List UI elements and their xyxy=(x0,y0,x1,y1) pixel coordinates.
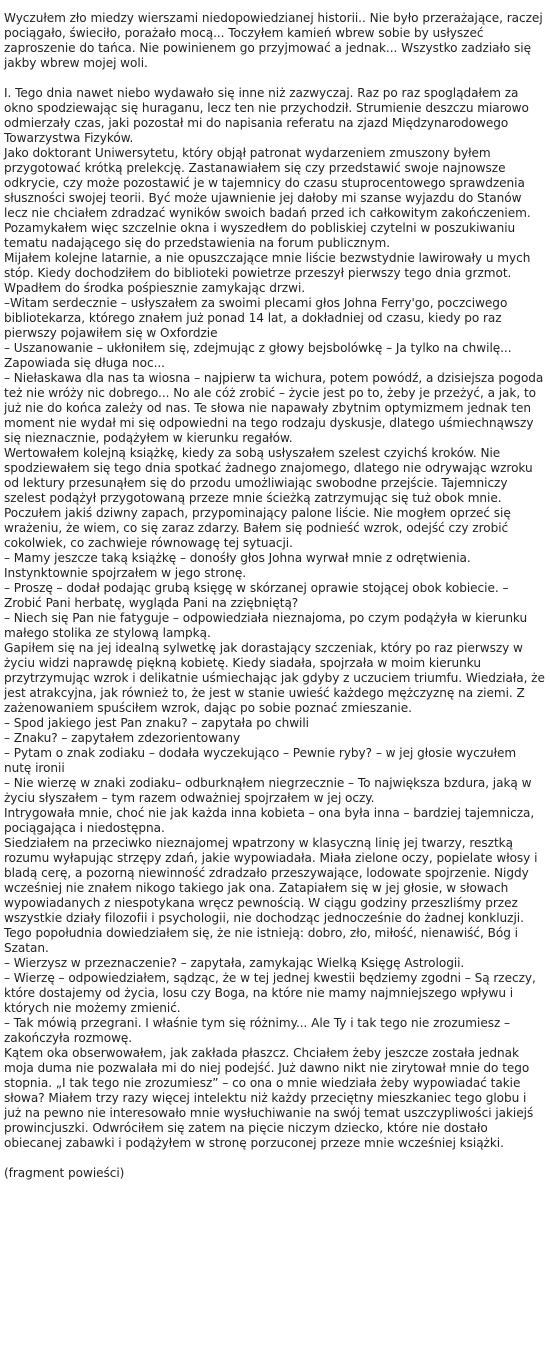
paragraph: Wertowałem kolejną książkę, kiedy za sobą usłyszałem szelest czyichś kroków. Nie spodziewałem się tego dnia spotkać żadnego znajomego, dlatego nie odrywając wzroku od lektury przesunąłem się do przodu umożliwiając swobodne przejście. Tajemniczy szelest podążył przygotowaną przeze mnie ścieżką zatrzymując się tuż obok mnie. Poczułem jakiś dziwny zapach, przypominający palone liście. Nie mogłem oprzeć się wrażeniu, że wiem, co się zaraz zdarzy. Bałem się podnieść wzrok, odejść czy zrobić cokolwiek, co zachwieje równowagę tej sytuacji. xyxy=(4,446,533,550)
paragraph: – Wierzysz w przeznaczenie? – zapytała, zamykając Wielką Księgę Astrologii. xyxy=(4,956,465,970)
intro-paragraph: Wyczułem zło miedzy wierszami niedopowiedzianej historii.. Nie było przerażające, raczej pociągało, świeciło, porażało mocą... Toczyłem kamień wbrew sobie by usłyszeć zaproszenie do tańca. Nie powinienem go przyjmować a jednak... Wszystko zadziało się jakby wbrew mojej woli. xyxy=(4,11,543,70)
paragraph: I. Tego dnia nawet niebo wydawało się inne niż zazwyczaj. Raz po raz spoglądałem za okno spodziewając się huraganu, lecz ten nie przychodził. Strumienie deszczu miarowo odmierzały czas, jaki pozostał mi do napisania referatu na zjazd Międzynarodowego Towarzystwa Fizyków. xyxy=(4,86,529,145)
paragraph: –Witam serdecznie – usłyszałem za swoimi plecami głos Johna Ferry'go, poczciwego bibliotekarza, którego znałem już ponad 14 lat, a dokładniej od czasu, kiedy po raz pierwszy pojawiłem się w Oxfordzie xyxy=(4,296,508,340)
paragraph: – Proszę – dodał podając grubą księgę w skórzanej oprawie stojącej obok kobiecie. – Zrobić Pani herbatę, wygląda Pani na zziębniętą? xyxy=(4,581,509,610)
footer-note: (fragment powieści) xyxy=(4,1166,125,1180)
paragraph: Jako doktorant Uniwersytetu, który objął patronat wydarzeniem zmuszony byłem przygotować krótką prelekcję. Zastanawiałem się czy przedstawić swoje najnowsze odkrycie, czy może pozostawić je w tajemnicy do czasu stuprocentowego sprawdzenia słuszności swojej teorii. Być może ujawnienie jej dałoby mi szanse wyjazdu do Stanów lecz nie chciałem zdradzać wyników swoich badań przed ich całkowitym zakończeniem. Pozamykałem więc szczelnie okna i wyszedłem do pobliskiej czytelni w poszukiwaniu tematu nadającego się do przedstawienia na forum publicznym. xyxy=(4,146,531,250)
paragraph: Gapiłem się na jej idealną sylwetkę jak dorastający szczeniak, który po raz pierwszy w życiu widzi naprawdę piękną kobietę. Kiedy siadała, spojrzała w moim kierunku przytrzymując wzrok i delikatnie uśmiechając jak gdyby z uczuciem triumfu. Wiedziała, że jest atrakcyjna, jak również to, że jest w stanie uwieść każdego mężczyznę na ziemi. Z zażenowaniem spuściłem wzrok, dając po sobie poznać zmieszanie. xyxy=(4,641,545,715)
paragraph: – Mamy jeszcze taką książkę – donośły głos Johna wyrwał mnie z odrętwienia. Instynktownie spojrzałem w jego stronę. xyxy=(4,551,471,580)
paragraph: – Uszanowanie – ukłoniłem się, zdejmując z głowy bejsbolówkę – Ja tylko na chwilę... Zapowiada się długa noc... xyxy=(4,341,512,370)
paragraph: – Znaku? – zapytałem zdezorientowany xyxy=(4,731,241,745)
paragraph: – Nie wierzę w znaki zodiaku– odburknąłem niegrzecznie – To największa bzdura, jaką w życiu słyszałem – tym razem odważniej spojrzałem w jej oczy. xyxy=(4,776,532,805)
spacer xyxy=(4,1151,546,1166)
paragraph: – Pytam o znak zodiaku – dodała wyczekująco – Pewnie ryby? – w jej głosie wyczułem nutę ironii xyxy=(4,746,517,775)
paragraph: Siedziałem na przeciwko nieznajomej wpatrzony w klasyczną linię jej twarzy, resztką rozumu wyłapując strzępy zdań, jakie wypowiadała. Miała zielone oczy, popielate włosy i bladą cerę, a pozorną niewinność zdradzało przeszywające, lodowate spojrzenie. Nigdy wcześniej nie znałem nikogo takiego jak ona. Zatapiałem się w jej głosie, w słowach wypowiadanych z niespotykana wręcz pewnością. W ciągu godziny przeszliśmy przez wszystkie działy filozofii i psychologii, nie dochodząc jednocześnie do żadnej konkluzji. Tego popołudnia dowiedziałem się, że nie istnieją: dobro, zło, miłość, nienawiść, Bóg i Szatan. xyxy=(4,836,538,955)
paragraph: – Niełaskawa dla nas ta wiosna – najpierw ta wichura, potem powódź, a dzisiejsza pogoda też nie wróży nic dobrego... No ale cóż zrobić – życie jest po to, żeby je przeżyć, a jak, to już nie do końca zależy od nas. Te słowa nie napawały zbytnim optymizmem jednak ten moment nie wydał mi się odpowiedni na tego rodzaju dyskusje, dlatego uśmiechnąwszy się nieznacznie, podążyłem w kierunku regałów. xyxy=(4,371,544,445)
paragraph: – Niech się Pan nie fatyguje – odpowiedziała nieznajoma, po czym podążyła w kierunku małego stolika ze stylową lampką. xyxy=(4,611,528,640)
paragraph: Mijałem kolejne latarnie, a nie opuszczające mnie liście bezwstydnie lawirowały u mych stóp. Kiedy dochodziłem do biblioteki powietrze przeszył pierwszy tego dnia grzmot. Wpadłem do środka pośpiesznie zamykając drzwi. xyxy=(4,251,531,295)
paragraph: – Tak mówią przegrani. I właśnie tym się różnimy... Ale Ty i tak tego nie zrozumiesz – zakończyła rozmowę. xyxy=(4,1016,511,1045)
paragraph: Intrygowała mnie, choć nie jak każda inna kobieta – ona była inna – bardziej tajemnicza, pociągająca i niedostępna. xyxy=(4,806,535,835)
paragraph: – Wierzę – odpowiedziałem, sądząc, że w tej jednej kwestii będziemy zgodni – Są rzeczy, które dostajemy od życia, losu czy Boga, na które nie mamy najmniejszego wpływu i których nie możemy zmienić. xyxy=(4,971,536,1015)
spacer xyxy=(4,71,546,86)
paragraph: Kątem oka obserwowałem, jak zakłada płaszcz. Chciałem żeby jeszcze została jednak moja duma nie pozwalała mi do niej podejść. Już dawno nikt nie zirytował mnie do tego stopnia. „I tak tego nie zrozumiesz” – co ona o mnie wiedziała żeby wypowiadać takie słowa? Miałem trzy razy więcej intelektu niż każdy przeciętny mieszkaniec tego globu i już na pewno nie interesowało mnie wysłuchiwanie na swój temat uszczypliwości jakiejś prowincjuszki. Odwróciłem się zatem na pięcie niczym dziecko, które nie dostało obiecanej zabawki i podążyłem w stronę porzuconej przeze mnie wcześniej książki. xyxy=(4,1046,534,1150)
paragraph: – Spod jakiego jest Pan znaku? – zapytała po chwili xyxy=(4,716,309,730)
